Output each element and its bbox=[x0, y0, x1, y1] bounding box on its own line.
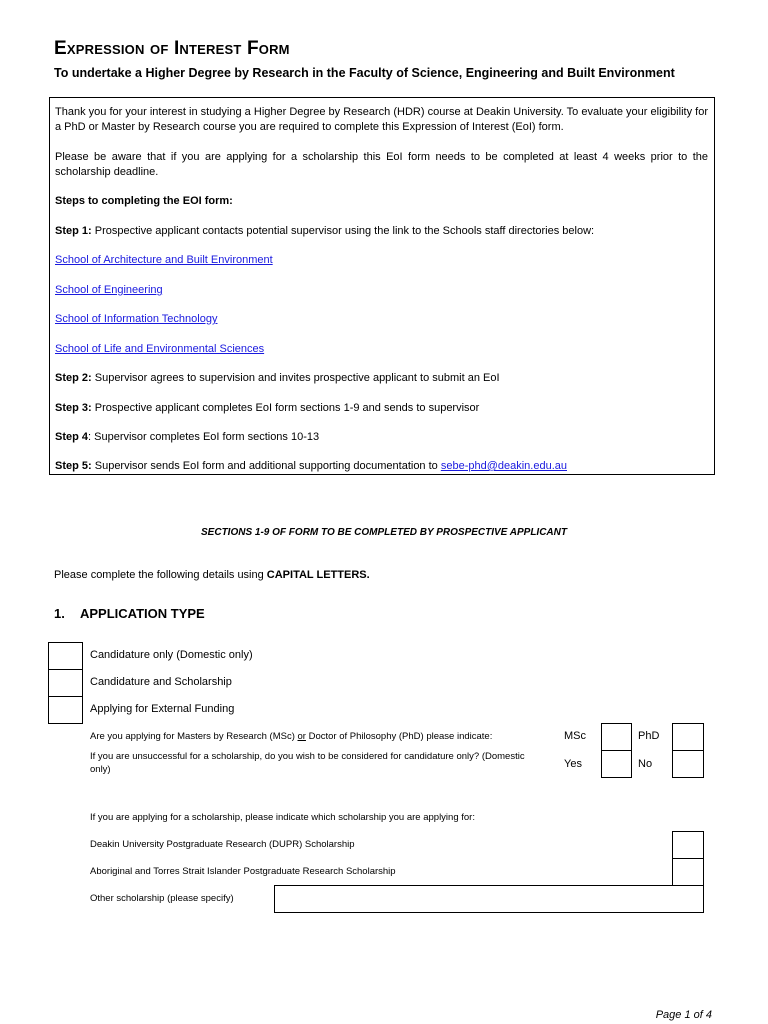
intro-box bbox=[49, 97, 715, 475]
capital-letters-note-bold: CAPITAL LETTERS. bbox=[266, 569, 370, 581]
no-label: No bbox=[638, 758, 653, 770]
link-information-technology[interactable]: School of Information Technology bbox=[55, 313, 218, 325]
section-1-heading bbox=[54, 606, 205, 621]
intro-paragraph-1: Thank you for your interest in studying a Higher Degree by Research (HDR) course at Deakin University. To evaluate your eligibility for a PhD or Master by Research course you are required to complete this Expression of Interest (EoI) form. bbox=[55, 106, 708, 133]
checkbox-dupr-scholarship[interactable] bbox=[672, 831, 704, 859]
capital-letters-note bbox=[54, 568, 370, 583]
link-engineering[interactable]: School of Engineering bbox=[55, 284, 163, 296]
step-3 bbox=[55, 401, 708, 416]
page-subtitle: To undertake a Higher Degree by Research in the Faculty of Science, Engineering and Built Environment bbox=[54, 66, 675, 80]
section-heading: SECTIONS 1-9 OF FORM TO BE COMPLETED BY PROSPECTIVE APPLICANT bbox=[201, 527, 567, 538]
section-1-number: 1. bbox=[54, 606, 65, 621]
checkbox-msc[interactable] bbox=[601, 723, 632, 751]
scholarship-dupr-label: Deakin University Postgraduate Research (DUPR) Scholarship bbox=[90, 839, 355, 850]
degree-question bbox=[90, 730, 492, 743]
yes-label: Yes bbox=[564, 758, 582, 770]
checkbox-candidature-only[interactable] bbox=[48, 642, 83, 670]
msc-label: MSc bbox=[564, 730, 586, 742]
step-2-label: Step 2: bbox=[55, 372, 92, 384]
option-external-funding: Applying for External Funding bbox=[90, 703, 235, 715]
step-3-text: Prospective applicant completes EoI form sections 1-9 and sends to supervisor bbox=[91, 402, 480, 414]
candidature-question: If you are unsuccessful for a scholarship, do you wish to be considered for candidature only? (Domestic only) bbox=[90, 751, 525, 775]
step-2 bbox=[55, 371, 708, 386]
email-link[interactable]: sebe-phd@deakin.edu.au bbox=[440, 460, 567, 472]
step-4-text: : Supervisor completes EoI form sections 10-13 bbox=[88, 431, 320, 443]
degree-question-post: Doctor of Philosophy (PhD) please indicate: bbox=[305, 731, 493, 742]
scholarship-atsi-label: Aboriginal and Torres Strait Islander Postgraduate Research Scholarship bbox=[90, 866, 396, 877]
checkbox-yes[interactable] bbox=[601, 750, 632, 778]
checkbox-atsi-scholarship[interactable] bbox=[672, 858, 704, 886]
step-1 bbox=[55, 224, 708, 239]
section-1-title: APPLICATION TYPE bbox=[80, 606, 205, 621]
step-2-text: Supervisor agrees to supervision and invites prospective applicant to submit an EoI bbox=[91, 372, 500, 384]
step-5 bbox=[55, 459, 708, 474]
phd-label: PhD bbox=[638, 730, 660, 742]
degree-question-pre: Are you applying for Masters by Research (MSc) bbox=[90, 731, 298, 742]
step-4 bbox=[55, 430, 708, 445]
capital-letters-note-text: Please complete the following details using bbox=[54, 569, 267, 581]
checkbox-phd[interactable] bbox=[672, 723, 704, 751]
step-5-label: Step 5: bbox=[55, 460, 92, 472]
step-1-text: Prospective applicant contacts potential supervisor using the link to the Schools staff directories below: bbox=[91, 225, 595, 237]
step-3-label: Step 3: bbox=[55, 402, 92, 414]
option-candidature-only: Candidature only (Domestic only) bbox=[90, 649, 253, 661]
intro-paragraph-2: Please be aware that if you are applying for a scholarship this EoI form needs to be completed at least 4 weeks prior to the scholarship deadline. bbox=[55, 151, 708, 178]
scholarship-question: If you are applying for a scholarship, please indicate which scholarship you are applying for: bbox=[90, 812, 475, 823]
link-life-environmental-sciences[interactable]: School of Life and Environmental Sciences bbox=[55, 343, 265, 355]
steps-heading: Steps to completing the EOI form: bbox=[55, 195, 233, 207]
option-candidature-scholarship: Candidature and Scholarship bbox=[90, 676, 232, 688]
step-5-text: Supervisor sends EoI form and additional supporting documentation to bbox=[91, 460, 441, 472]
checkbox-no[interactable] bbox=[672, 750, 704, 778]
scholarship-other-label: Other scholarship (please specify) bbox=[90, 893, 234, 904]
other-scholarship-input[interactable] bbox=[274, 885, 704, 913]
checkbox-external-funding[interactable] bbox=[48, 696, 83, 724]
degree-question-or: or bbox=[297, 731, 306, 742]
checkbox-candidature-scholarship[interactable] bbox=[48, 669, 83, 697]
page-title: Expression of Interest Form bbox=[54, 38, 290, 59]
link-architecture[interactable]: School of Architecture and Built Environment bbox=[55, 254, 273, 266]
step-4-label: Step 4 bbox=[55, 431, 89, 443]
page-number: Page 1 of 4 bbox=[655, 1009, 712, 1021]
step-1-label: Step 1: bbox=[55, 225, 92, 237]
